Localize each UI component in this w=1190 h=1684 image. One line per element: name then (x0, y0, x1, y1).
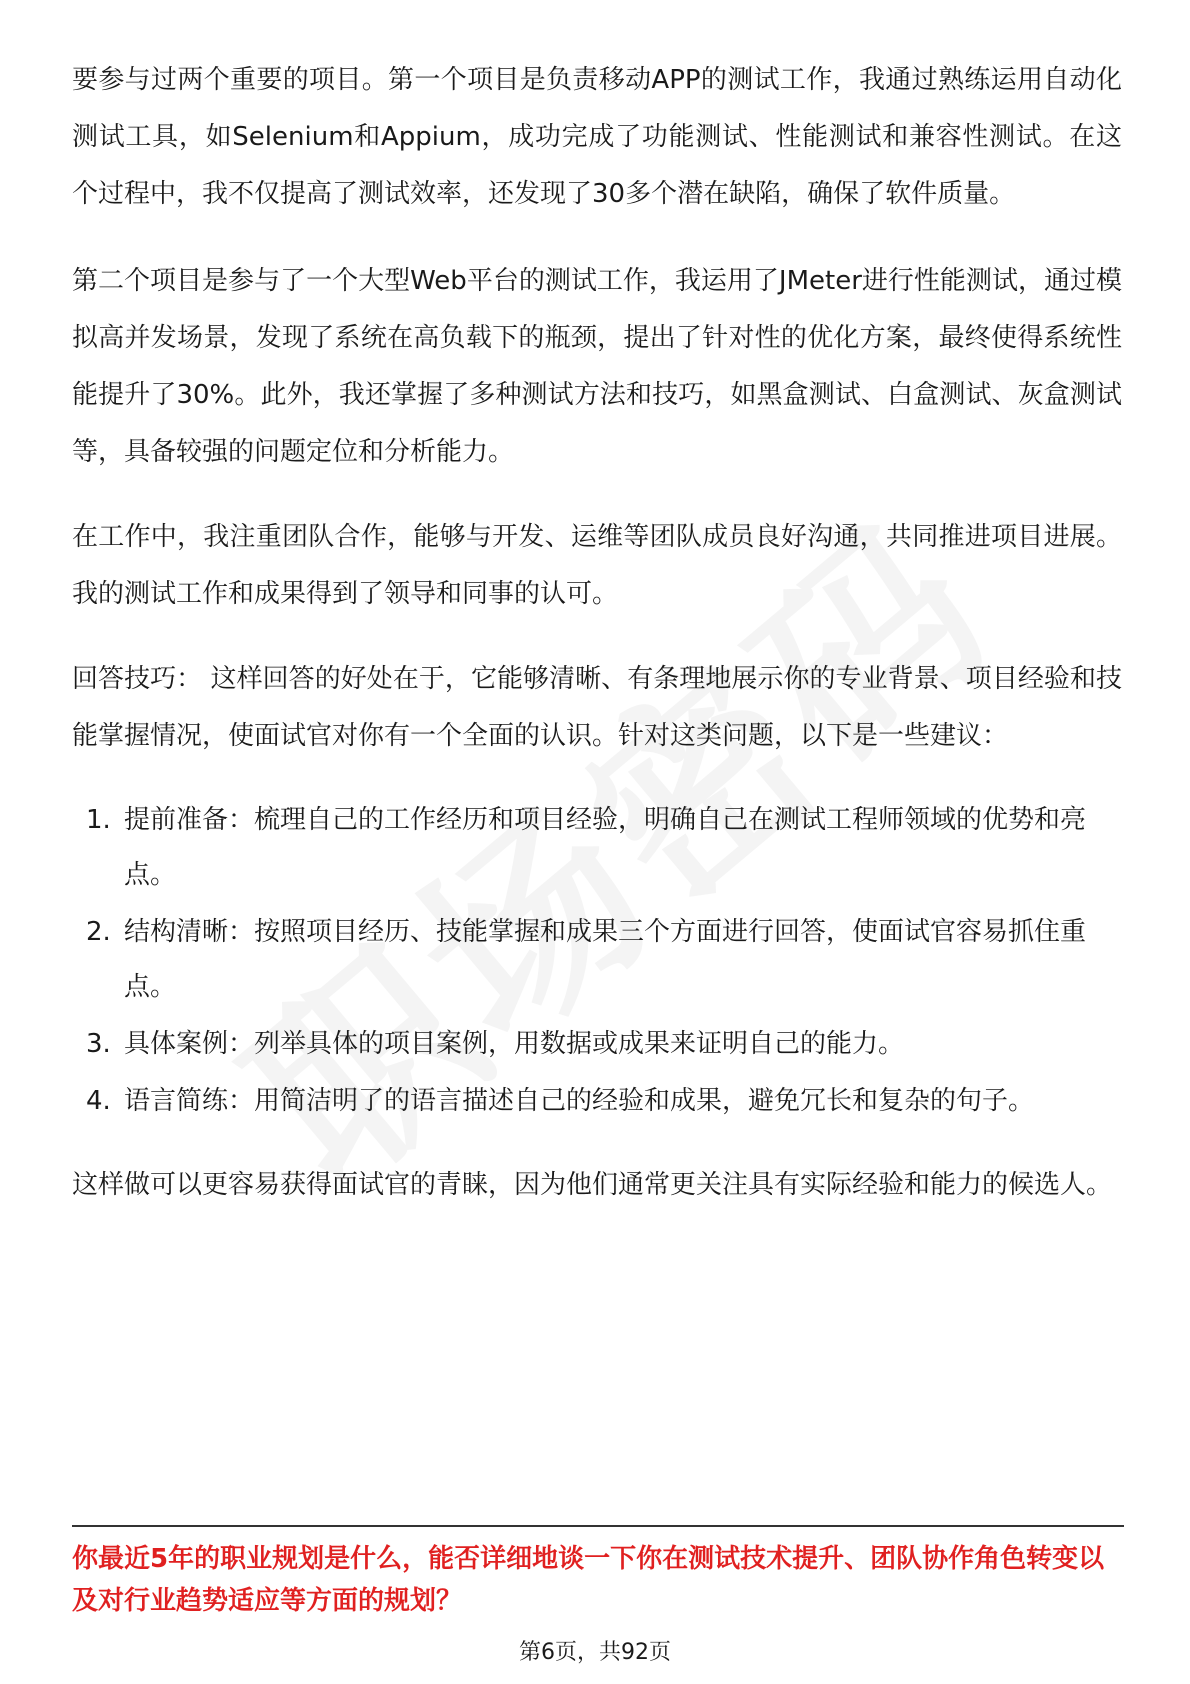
section-divider (72, 1525, 1124, 1527)
list-item-number: 4. (86, 1086, 111, 1116)
list-item-text: 结构清晰：按照项目经历、技能掌握和成果三个方面进行回答，使面试官容易抓住重点。 (124, 917, 1087, 1002)
list-item-text: 提前准备：梳理自己的工作经历和项目经验，明确自己在测试工程师领域的优势和亮点。 (124, 805, 1087, 890)
list-item-text: 语言简练：用简洁明了的语言描述自己的经验和成果，避免冗长和复杂的句子。 (124, 1086, 1035, 1116)
answer-body (72, 52, 1122, 1242)
list-item (72, 905, 1122, 1015)
list-item-number: 2. (86, 917, 111, 947)
paragraph-answer-tips: 回答技巧： 这样回答的好处在于，它能够清晰、有条理地展示你的专业背景、项目经验和技能掌握情况，使面试官对你有一个全面的认识。针对这类问题，以下是一些建议： (72, 664, 1122, 751)
list-item (72, 793, 1122, 903)
paragraph-teamwork: 在工作中，我注重团队合作，能够与开发、运维等团队成员良好沟通，共同推进项目进展。我的测试工作和成果得到了领导和同事的认可。 (72, 522, 1122, 609)
next-question-heading: 你最近5年的职业规划是什么，能否详细地谈一下你在测试技术提升、团队协作角色转变以及对行业趋势适应等方面的规划？ (72, 1544, 1105, 1616)
list-item-number: 3. (86, 1029, 111, 1059)
paragraph-closing: 这样做可以更容易获得面试官的青睐，因为他们通常更关注具有实际经验和能力的候选人。 (72, 1170, 1113, 1200)
list-item-number: 1. (86, 805, 111, 835)
tips-list (72, 793, 1122, 1129)
list-item (72, 1017, 1122, 1072)
list-item (72, 1074, 1122, 1129)
list-item-text: 具体案例：列举具体的项目案例，用数据或成果来证明自己的能力。 (124, 1029, 905, 1059)
page-number: 第6页，共92页 (519, 1640, 671, 1665)
paragraph-projects-1: 要参与过两个重要的项目。第一个项目是负责移动APP的测试工作，我通过熟练运用自动化测试工具，如Selenium和Appium，成功完成了功能测试、性能测试和兼容性测试。在这个过程中，我不仅提高了测试效率，还发现了30多个潜在缺陷，确保了软件质量。 (72, 65, 1122, 209)
paragraph-projects-2: 第二个项目是参与了一个大型Web平台的测试工作，我运用了JMeter进行性能测试，通过模拟高并发场景，发现了系统在高负载下的瓶颈，提出了针对性的优化方案，最终使得系统性能提升了30%。此外，我还掌握了多种测试方法和技巧，如黑盒测试、白盒测试、灰盒测试等，具备较强的问题定位和分析能力。 (72, 266, 1122, 467)
